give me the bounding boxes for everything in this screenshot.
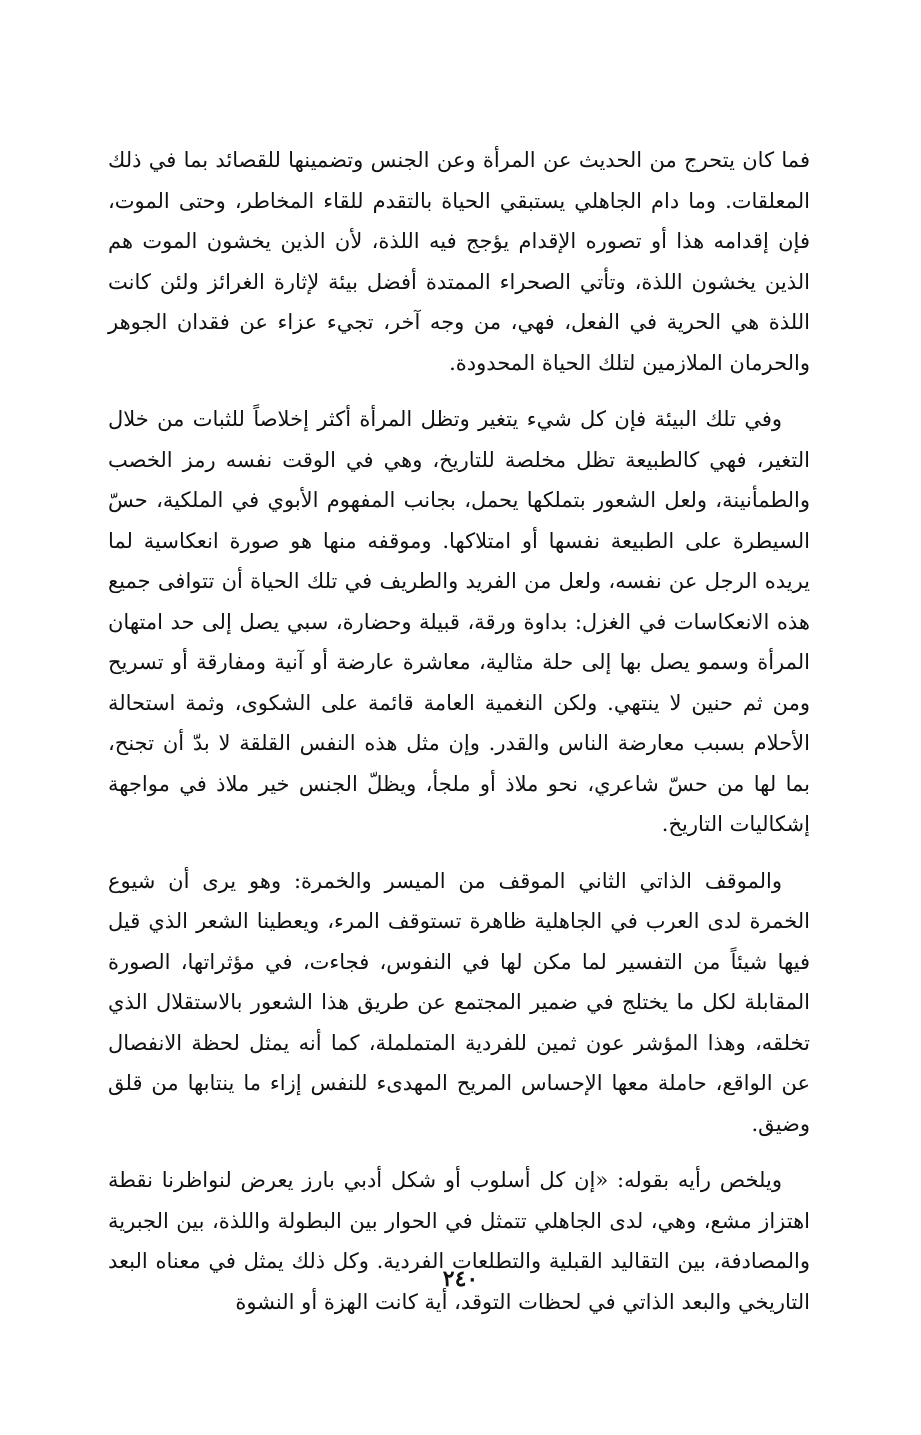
paragraph-4: ويلخص رأيه بقوله: «إن كل أسلوب أو شكل أدبي بارز يعرض لنواظرنا نقطة اهتزاز مشع، وهي، لدى الجاهلي تتمثل في الحوار بين البطولة واللذة، بين الجبرية والمصادفة، بين التقاليد القبلية والتطلعات الفردية. وكل ذلك يمثل في معناه البعد التاريخي والبعد الذاتي في لحظات التوقد، أية كانت الهزة أو النشوة bbox=[108, 1168, 810, 1314]
page-body bbox=[108, 140, 810, 1322]
paragraph-3: والموقف الذاتي الثاني الموقف من الميسر والخمرة: وهو يرى أن شيوع الخمرة لدى العرب في الجاهلية ظاهرة تستوقف المرء، ويعطينا الشعر الذي قيل فيها شيئاً من التفسير لما مكن لها في النفوس، فجاءت، في مؤثراتها، الصورة المقابلة لكل ما يختلج في ضمير المجتمع عن طريق هذا الشعور بالاستقلال الذي تخلقه، وهذا المؤشر عون ثمين للفردية المتململة، كما أنه يمثل لحظة الانفصال عن الواقع، حاملة معها الإحساس المريح المهدىء للنفس إزاء ما ينتابها من قلق وضيق. bbox=[108, 868, 810, 1136]
paragraph-2: وفي تلك البيئة فإن كل شيء يتغير وتظل المرأة أكثر إخلاصاً للثبات من خلال التغير، فهي كالطبيعة تظل مخلصة للتاريخ، وهي في الوقت نفسه رمز الخصب والطمأنينة، ولعل الشعور بتملكها يحمل، بجانب المفهوم الأبوي في الملكية، حسّ السيطرة على الطبيعة نفسها أو امتلاكها. وموقفه منها هو صورة انعكاسية لما يريده الرجل عن نفسه، ولعل من الفريد والطريف في تلك الحياة أن تتوافى جميع هذه الانعكاسات في الغزل: بداوة ورقة، قبيلة وحضارة، سبي يصل إلى حد امتهان المرأة وسمو يصل بها إلى حلة مثالية، معاشرة عارضة أو آنية ومفارقة أو تسريح ومن ثم حنين لا ينتهي. ولكن النغمية العامة قائمة على الشكوى، وثمة استحالة الأحلام بسبب معارضة الناس والقدر. وإن مثل هذه النفس القلقة لا بدّ أن تجنح، بما لها من حسّ شاعري، نحو ملاذ أو ملجأ، ويظلّ الجنس خير ملاذ في مواجهة إشكاليات التاريخ. bbox=[108, 407, 810, 836]
page-number: ٢٤٠ bbox=[442, 1266, 479, 1292]
paragraph-1: فما كان يتحرج من الحديث عن المرأة وعن الجنس وتضمينها للقصائد بما في ذلك المعلقات. وما دام الجاهلي يستبقي الحياة بالتقدم للقاء المخاطر، وحتى الموت، فإن إقدامه هذا أو تصوره الإقدام يؤجج فيه اللذة، لأن الذين يخشون الموت هم الذين يخشون اللذة، وتأتي الصحراء الممتدة أفضل بيئة لإثارة الغرائز ولئن كانت اللذة هي الحرية في الفعل، فهي، من وجه آخر، تجيء عزاء عن فقدان الجوهر والحرمان الملازمين لتلك الحياة المحدودة. bbox=[108, 148, 810, 375]
